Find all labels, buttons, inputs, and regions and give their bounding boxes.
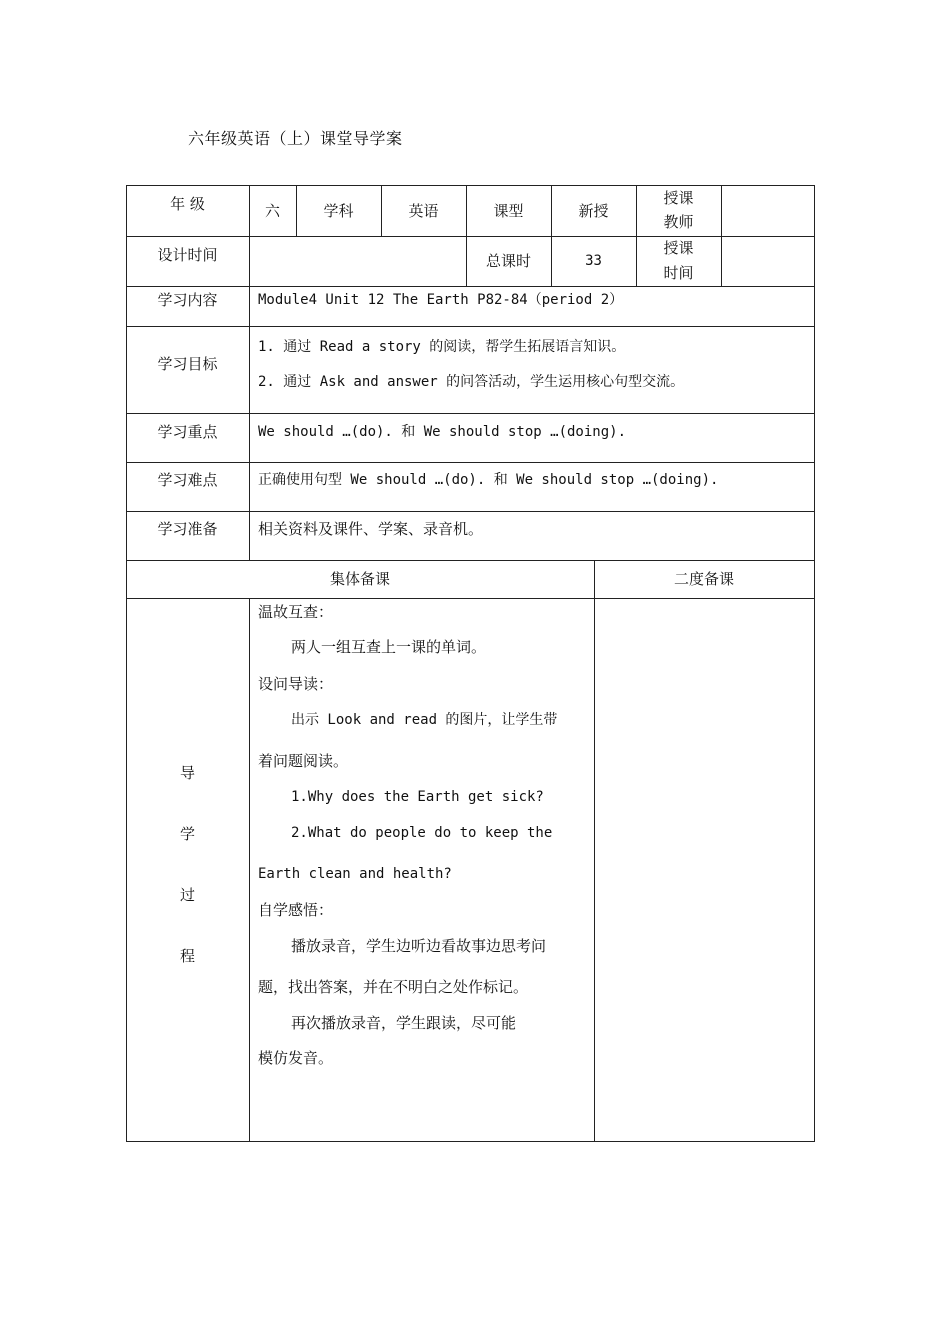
lesson-type-value: 新授 [578,202,609,220]
process-line: 题，找出答案，并在不明白之处作标记。 [258,978,529,996]
lesson-type-label: 课型 [493,202,524,220]
table-border-left [126,185,127,1142]
collective-header: 集体备课 [329,570,390,588]
teacher-label: 教师 [663,213,694,231]
process-line: Earth clean and health? [258,866,452,882]
teacher-label: 授课 [663,189,694,207]
process-line: 出示 Look and read 的图片，让学生带 [291,712,558,728]
prep-value: 相关资料及课件、学案、录音机。 [258,520,484,538]
process-line: 再次播放录音，学生跟读，尽可能 [291,1014,517,1032]
grade-value: 六 [264,202,280,220]
col-divider [594,560,595,1142]
subject-value: 英语 [408,202,439,220]
process-line: 播放录音，学生边听边看故事边思考问 [291,937,547,955]
second-header: 二度备课 [673,570,734,588]
total-hours-value: 33 [585,253,602,269]
row-divider [126,511,815,512]
goal-item: 2. 通过 Ask and answer 的问答活动，学生运用核心句型交流。 [258,374,685,390]
row-divider [126,462,815,463]
prep-label: 学习准备 [157,520,218,538]
key-value: We should …(do). 和 We should stop …(doing). [258,424,627,440]
difficulty-label: 学习难点 [157,471,218,489]
side-char: 学 [179,825,195,843]
col-divider [249,598,250,1142]
row-divider [126,236,815,237]
process-line: 着问题阅读。 [258,752,349,770]
row-divider [126,413,815,414]
process-heading: 温故互查： [258,603,334,621]
document-title: 六年级英语（上）课堂导学案 [188,129,403,148]
process-line: 两人一组互查上一课的单词。 [291,638,487,656]
difficulty-value: 正确使用句型 We should …(do). 和 We should stop …(doing). [258,472,719,488]
side-char: 导 [179,764,195,782]
row-divider [126,326,815,327]
table-border-top [126,185,815,186]
content-label: 学习内容 [157,291,218,309]
goal-item: 1. 通过 Read a story 的阅读，帮学生拓展语言知识。 [258,339,626,355]
subject-label: 学科 [323,202,354,220]
row-divider [126,560,815,561]
grade-label: 年 级 [170,195,205,213]
col-divider [249,185,250,561]
col-divider [721,185,722,286]
side-char: 程 [179,947,195,965]
row-divider [126,598,815,599]
teach-time-label: 时间 [663,264,694,282]
key-label: 学习重点 [157,423,218,441]
content-value: Module4 Unit 12 The Earth P82-84（period 2） [258,292,624,308]
process-heading: 自学感悟： [258,901,334,919]
teach-time-label: 授课 [663,239,694,257]
process-heading: 设问导读： [258,675,334,693]
process-line: 模仿发音。 [258,1049,334,1067]
total-hours-label: 总课时 [485,252,531,270]
table-border-bottom [126,1141,815,1142]
row-divider [126,286,815,287]
process-line: 1.Why does the Earth get sick? [291,789,544,805]
side-char: 过 [179,886,195,904]
table-border-right [814,185,815,1142]
goals-label: 学习目标 [157,355,218,373]
process-line: 2.What do people do to keep the [291,825,553,841]
design-time-label: 设计时间 [157,246,218,264]
